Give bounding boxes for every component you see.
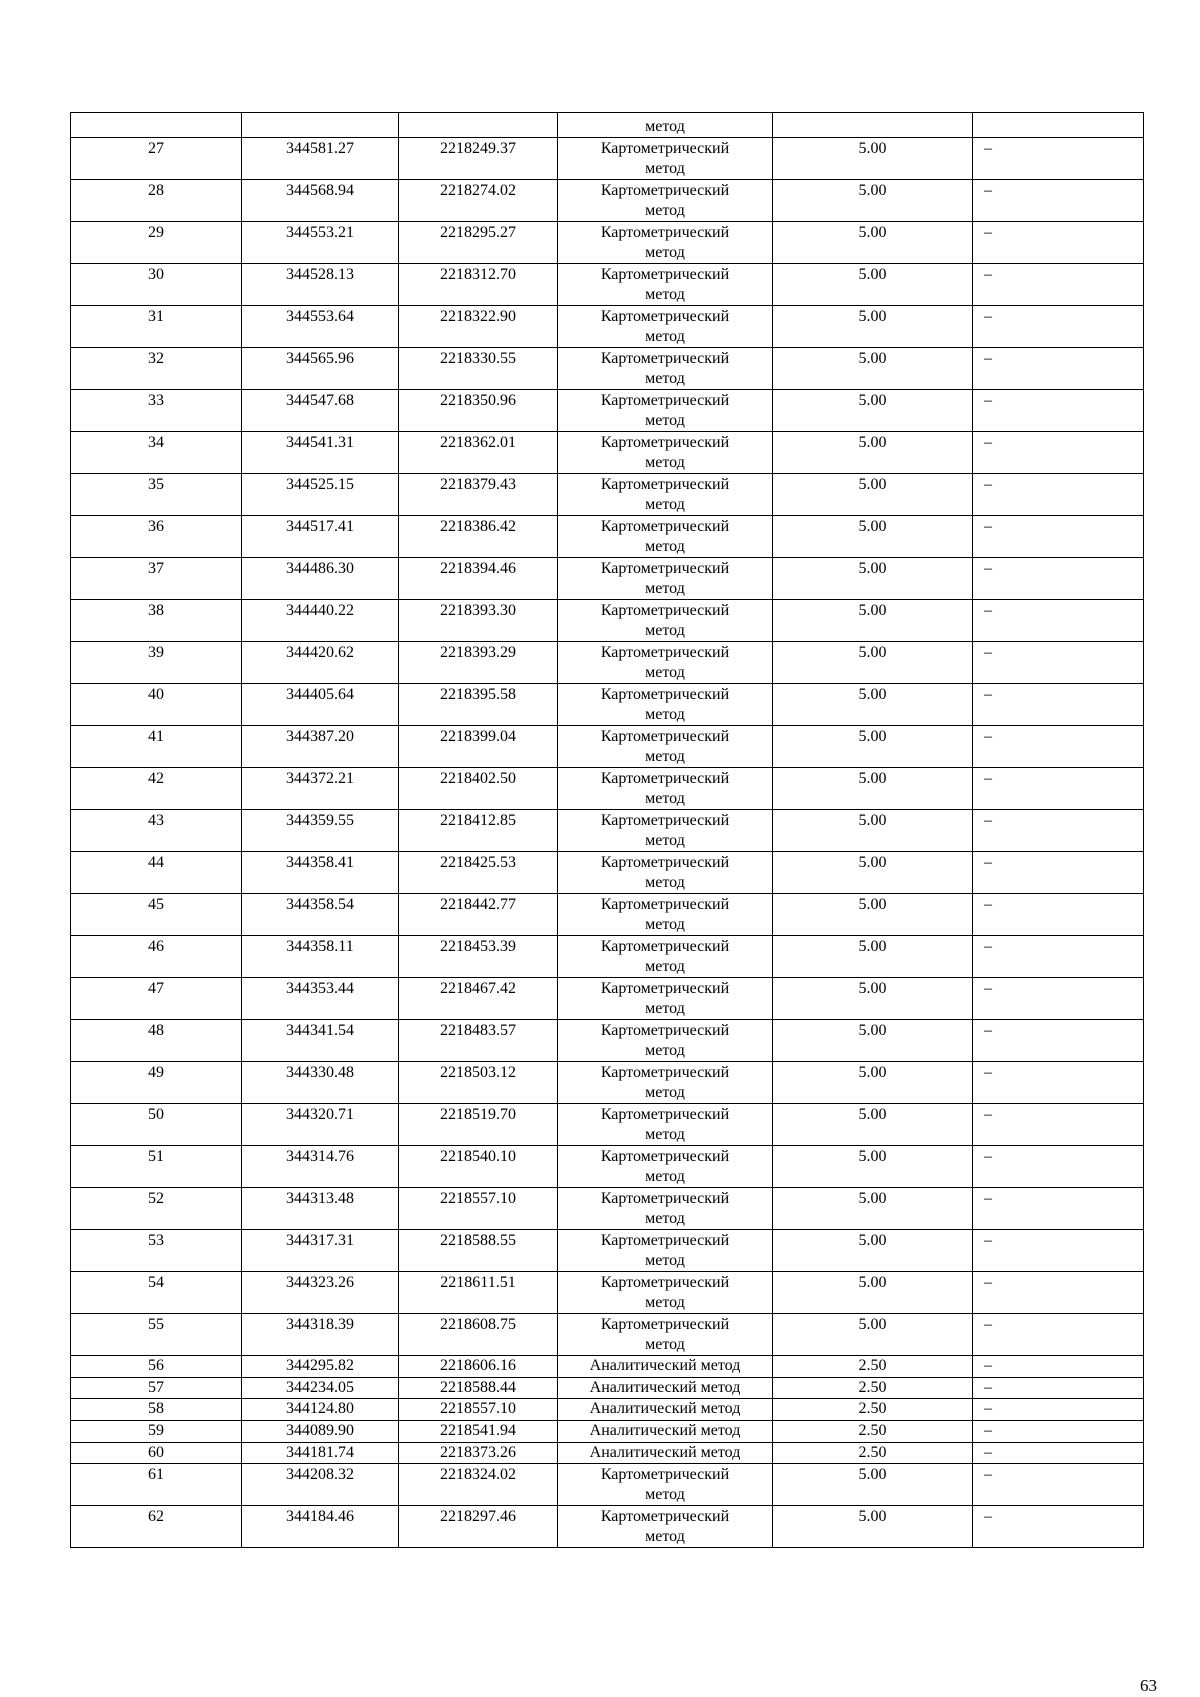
cell-note: – [973,726,1144,768]
cell-point: 55 [71,1314,242,1356]
cell-note: – [973,516,1144,558]
cell-note: – [973,1020,1144,1062]
cell-method: Картометрический метод [558,894,773,936]
cell-note: – [973,306,1144,348]
cell-y: 2218399.04 [399,726,558,768]
cell-note: – [973,138,1144,180]
cell-method: Картометрический метод [558,138,773,180]
cell-point: 53 [71,1230,242,1272]
cell-method: Картометрический метод [558,222,773,264]
table-row [71,684,1144,726]
cell-error: 5.00 [773,1062,973,1104]
table-row [71,852,1144,894]
cell-note: – [973,1399,1144,1421]
cell-note: – [973,1104,1144,1146]
cell-error: 5.00 [773,726,973,768]
cell-x: 344568.94 [242,180,399,222]
cell-point: 58 [71,1399,242,1421]
cell-y: 2218295.27 [399,222,558,264]
table-row [71,1020,1144,1062]
cell-note: – [973,1506,1144,1548]
page-number: 63 [1140,1676,1157,1695]
table-row [71,1377,1144,1399]
table-row [71,348,1144,390]
cell-x [242,113,399,138]
cell-point: 48 [71,1020,242,1062]
cell-y: 2218541.94 [399,1421,558,1443]
cell-method: Картометрический метод [558,852,773,894]
cell-point: 54 [71,1272,242,1314]
cell-note: – [973,1314,1144,1356]
cell-point: 40 [71,684,242,726]
table-row [71,432,1144,474]
cell-point: 39 [71,642,242,684]
cell-method: метод [558,113,773,138]
cell-point: 27 [71,138,242,180]
table-row [71,1314,1144,1356]
cell-point: 62 [71,1506,242,1548]
cell-y: 2218362.01 [399,432,558,474]
cell-x: 344528.13 [242,264,399,306]
table-row [71,1188,1144,1230]
cell-note: – [973,978,1144,1020]
cell-y: 2218379.43 [399,474,558,516]
cell-y: 2218611.51 [399,1272,558,1314]
cell-method: Картометрический метод [558,516,773,558]
table-row [71,600,1144,642]
cell-note: – [973,222,1144,264]
cell-error [773,113,973,138]
cell-note: – [973,474,1144,516]
cell-method: Картометрический метод [558,1464,773,1506]
cell-point: 47 [71,978,242,1020]
cell-note: – [973,852,1144,894]
cell-error: 5.00 [773,432,973,474]
cell-method: Картометрический метод [558,264,773,306]
cell-y: 2218350.96 [399,390,558,432]
cell-note: – [973,1421,1144,1443]
cell-y [399,113,558,138]
cell-method: Картометрический метод [558,180,773,222]
cell-note: – [973,390,1144,432]
cell-method: Аналитический метод [558,1399,773,1421]
cell-error: 5.00 [773,222,973,264]
cell-error: 5.00 [773,684,973,726]
cell-x: 344317.31 [242,1230,399,1272]
cell-error: 5.00 [773,1188,973,1230]
cell-error: 5.00 [773,1146,973,1188]
cell-method: Картометрический метод [558,306,773,348]
table-row [71,1272,1144,1314]
cell-x: 344581.27 [242,138,399,180]
cell-method: Аналитический метод [558,1421,773,1443]
cell-x: 344181.74 [242,1442,399,1464]
cell-error: 5.00 [773,852,973,894]
cell-note: – [973,936,1144,978]
cell-note: – [973,1062,1144,1104]
table-row [71,474,1144,516]
cell-x: 344517.41 [242,516,399,558]
cell-error: 2.50 [773,1399,973,1421]
cell-error: 5.00 [773,1314,973,1356]
cell-error: 5.00 [773,810,973,852]
cell-x: 344553.64 [242,306,399,348]
cell-y: 2218442.77 [399,894,558,936]
cell-x: 344565.96 [242,348,399,390]
cell-point: 43 [71,810,242,852]
table-row [71,1506,1144,1548]
cell-y: 2218394.46 [399,558,558,600]
cell-note: – [973,1272,1144,1314]
cell-x: 344208.32 [242,1464,399,1506]
cell-method: Аналитический метод [558,1356,773,1378]
cell-method: Картометрический метод [558,768,773,810]
cell-error: 5.00 [773,390,973,432]
cell-error: 5.00 [773,1272,973,1314]
cell-method: Картометрический метод [558,1272,773,1314]
cell-point: 33 [71,390,242,432]
cell-y: 2218322.90 [399,306,558,348]
cell-point: 38 [71,600,242,642]
table-row [71,894,1144,936]
cell-x: 344314.76 [242,1146,399,1188]
cell-method: Картометрический метод [558,1062,773,1104]
cell-note: – [973,1377,1144,1399]
cell-x: 344553.21 [242,222,399,264]
cell-note: – [973,810,1144,852]
cell-note: – [973,642,1144,684]
cell-y: 2218249.37 [399,138,558,180]
cell-x: 344525.15 [242,474,399,516]
cell-error: 5.00 [773,978,973,1020]
cell-x: 344405.64 [242,684,399,726]
cell-error: 5.00 [773,894,973,936]
table-row [71,1421,1144,1443]
cell-note: – [973,558,1144,600]
cell-y: 2218606.16 [399,1356,558,1378]
cell-y: 2218393.30 [399,600,558,642]
cell-y: 2218402.50 [399,768,558,810]
cell-method: Картометрический метод [558,1104,773,1146]
cell-error: 5.00 [773,138,973,180]
cell-point: 59 [71,1421,242,1443]
cell-x: 344541.31 [242,432,399,474]
cell-point: 36 [71,516,242,558]
cell-note: – [973,600,1144,642]
cell-y: 2218297.46 [399,1506,558,1548]
cell-x: 344089.90 [242,1421,399,1443]
cell-error: 5.00 [773,1464,973,1506]
cell-point: 45 [71,894,242,936]
cell-note: – [973,1188,1144,1230]
cell-y: 2218274.02 [399,180,558,222]
table-row [71,1104,1144,1146]
cell-note: – [973,768,1144,810]
cell-y: 2218386.42 [399,516,558,558]
cell-x: 344330.48 [242,1062,399,1104]
cell-note: – [973,894,1144,936]
table-body [71,113,1144,1548]
table-row [71,264,1144,306]
cell-x: 344372.21 [242,768,399,810]
cell-method: Картометрический метод [558,684,773,726]
cell-error: 2.50 [773,1421,973,1443]
cell-method: Картометрический метод [558,348,773,390]
cell-note: – [973,432,1144,474]
table-row [71,390,1144,432]
cell-y: 2218330.55 [399,348,558,390]
cell-point: 52 [71,1188,242,1230]
cell-method: Аналитический метод [558,1442,773,1464]
cell-point: 51 [71,1146,242,1188]
table-row [71,306,1144,348]
cell-x: 344353.44 [242,978,399,1020]
cell-note: – [973,684,1144,726]
cell-method: Картометрический метод [558,726,773,768]
cell-note: – [973,1356,1144,1378]
cell-point: 50 [71,1104,242,1146]
cell-y: 2218373.26 [399,1442,558,1464]
cell-method: Картометрический метод [558,474,773,516]
cell-method: Картометрический метод [558,1506,773,1548]
cell-error: 5.00 [773,474,973,516]
cell-x: 344486.30 [242,558,399,600]
cell-y: 2218324.02 [399,1464,558,1506]
cell-method: Картометрический метод [558,978,773,1020]
cell-method: Картометрический метод [558,432,773,474]
cell-note: – [973,1230,1144,1272]
cell-error: 5.00 [773,1506,973,1548]
cell-x: 344124.80 [242,1399,399,1421]
cell-x: 344341.54 [242,1020,399,1062]
cell-y: 2218467.42 [399,978,558,1020]
cell-y: 2218588.55 [399,1230,558,1272]
table-row [71,768,1144,810]
cell-method: Картометрический метод [558,1146,773,1188]
cell-x: 344387.20 [242,726,399,768]
cell-x: 344184.46 [242,1506,399,1548]
cell-y: 2218608.75 [399,1314,558,1356]
cell-x: 344295.82 [242,1356,399,1378]
cell-y: 2218483.57 [399,1020,558,1062]
cell-method: Картометрический метод [558,642,773,684]
cell-point: 32 [71,348,242,390]
cell-point: 44 [71,852,242,894]
table-row [71,978,1144,1020]
cell-x: 344358.54 [242,894,399,936]
table-row-continuation [71,113,1144,138]
cell-error: 2.50 [773,1442,973,1464]
cell-note: – [973,1442,1144,1464]
table-row [71,1146,1144,1188]
table-row [71,516,1144,558]
cell-x: 344358.41 [242,852,399,894]
cell-x: 344323.26 [242,1272,399,1314]
cell-note: – [973,1464,1144,1506]
cell-y: 2218312.70 [399,264,558,306]
cell-y: 2218453.39 [399,936,558,978]
cell-point: 30 [71,264,242,306]
cell-note: – [973,1146,1144,1188]
cell-point: 31 [71,306,242,348]
cell-y: 2218557.10 [399,1399,558,1421]
table-row [71,180,1144,222]
cell-point: 28 [71,180,242,222]
cell-point: 34 [71,432,242,474]
cell-x: 344420.62 [242,642,399,684]
cell-error: 5.00 [773,768,973,810]
cell-method: Картометрический метод [558,810,773,852]
cell-y: 2218557.10 [399,1188,558,1230]
coordinates-table [70,112,1144,1548]
cell-method: Картометрический метод [558,936,773,978]
cell-method: Аналитический метод [558,1377,773,1399]
cell-y: 2218412.85 [399,810,558,852]
cell-method: Картометрический метод [558,1020,773,1062]
cell-point: 46 [71,936,242,978]
cell-y: 2218425.53 [399,852,558,894]
table-row [71,936,1144,978]
cell-note: – [973,348,1144,390]
cell-method: Картометрический метод [558,1188,773,1230]
cell-x: 344547.68 [242,390,399,432]
cell-point: 42 [71,768,242,810]
cell-y: 2218393.29 [399,642,558,684]
cell-y: 2218503.12 [399,1062,558,1104]
table-row [71,726,1144,768]
cell-error: 5.00 [773,1020,973,1062]
cell-error: 2.50 [773,1377,973,1399]
cell-x: 344359.55 [242,810,399,852]
cell-method: Картометрический метод [558,390,773,432]
table-row [71,642,1144,684]
cell-point: 60 [71,1442,242,1464]
cell-method: Картометрический метод [558,1314,773,1356]
cell-error: 5.00 [773,348,973,390]
cell-y: 2218519.70 [399,1104,558,1146]
cell-point: 57 [71,1377,242,1399]
table-row [71,1442,1144,1464]
cell-y: 2218588.44 [399,1377,558,1399]
cell-point: 41 [71,726,242,768]
cell-point: 56 [71,1356,242,1378]
cell-method: Картометрический метод [558,1230,773,1272]
cell-x: 344234.05 [242,1377,399,1399]
cell-error: 5.00 [773,936,973,978]
cell-point: 37 [71,558,242,600]
table-row [71,1062,1144,1104]
table-row [71,138,1144,180]
cell-method: Картометрический метод [558,600,773,642]
cell-error: 5.00 [773,516,973,558]
cell-error: 5.00 [773,1230,973,1272]
cell-note: – [973,264,1144,306]
cell-error: 5.00 [773,180,973,222]
cell-note: – [973,180,1144,222]
cell-error: 5.00 [773,1104,973,1146]
cell-error: 5.00 [773,642,973,684]
cell-point [71,113,242,138]
table-row [71,810,1144,852]
table-row [71,1464,1144,1506]
cell-error: 2.50 [773,1356,973,1378]
cell-point: 61 [71,1464,242,1506]
table-row [71,558,1144,600]
cell-error: 5.00 [773,600,973,642]
cell-method: Картометрический метод [558,558,773,600]
cell-y: 2218395.58 [399,684,558,726]
cell-error: 5.00 [773,264,973,306]
cell-error: 5.00 [773,558,973,600]
table-row [71,1356,1144,1378]
table-row [71,1230,1144,1272]
cell-point: 49 [71,1062,242,1104]
cell-x: 344313.48 [242,1188,399,1230]
table-row [71,1399,1144,1421]
cell-point: 29 [71,222,242,264]
cell-point: 35 [71,474,242,516]
cell-y: 2218540.10 [399,1146,558,1188]
cell-note [973,113,1144,138]
cell-x: 344358.11 [242,936,399,978]
cell-x: 344440.22 [242,600,399,642]
table-row [71,222,1144,264]
cell-error: 5.00 [773,306,973,348]
cell-x: 344318.39 [242,1314,399,1356]
cell-x: 344320.71 [242,1104,399,1146]
